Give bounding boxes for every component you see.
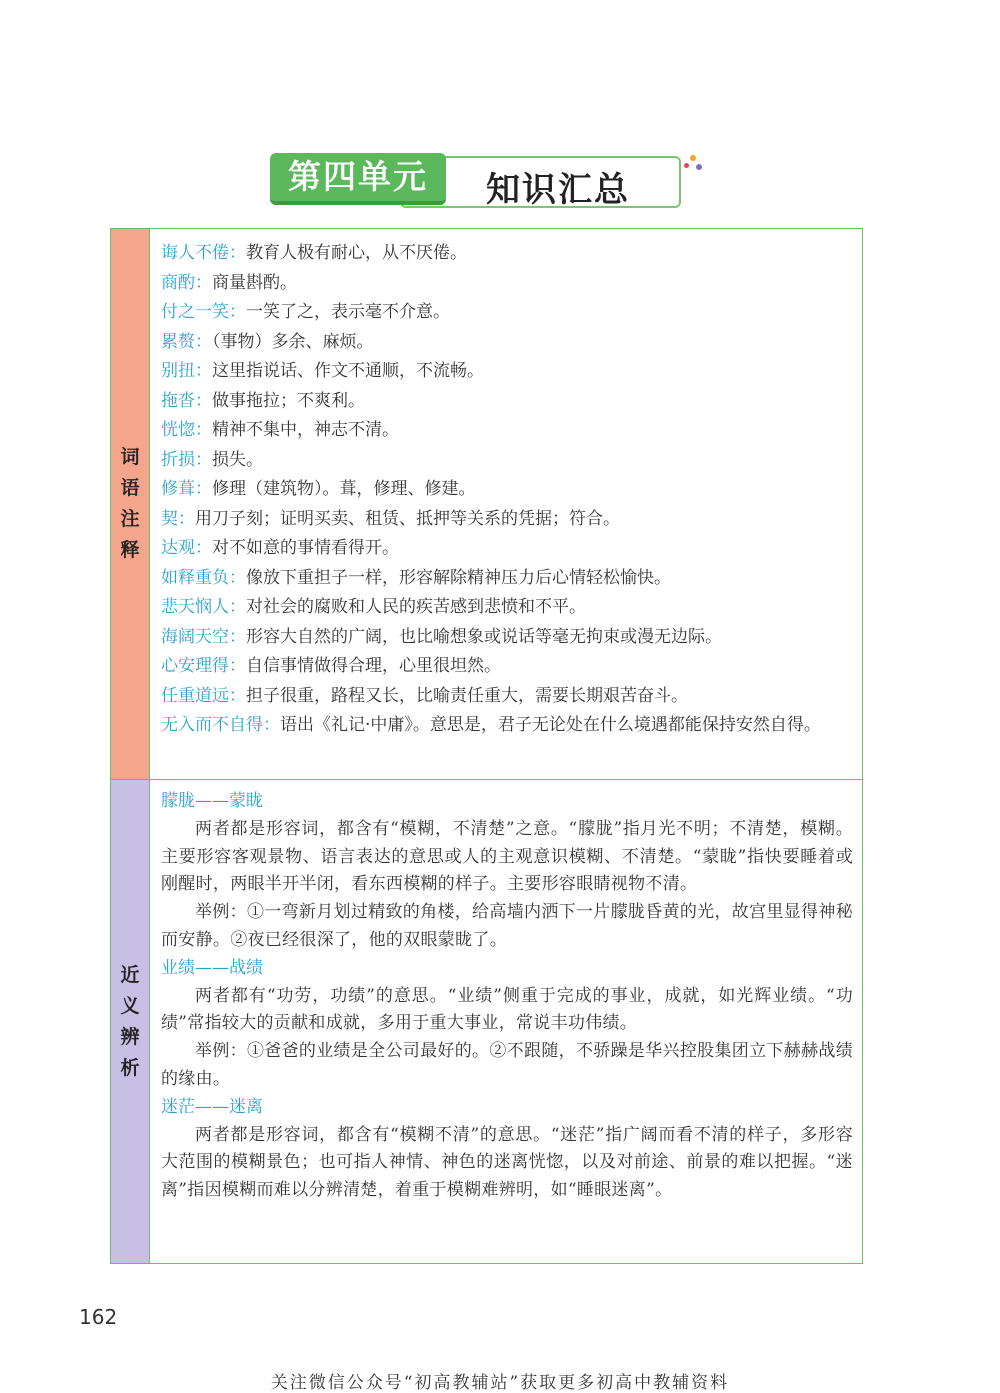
glossary-entry xyxy=(161,711,853,741)
glossary-definition: 修理（建筑物）。葺，修理、修建。 xyxy=(212,479,476,499)
glossary-definition: 损失。 xyxy=(212,449,263,470)
synonym-paragraph: 举例：①爸爸的业绩是全公司最好的。②不跟随，不骄躁是华兴控股集团立下赫赫战绩的缘由。 xyxy=(161,1041,853,1089)
glossary-entry xyxy=(161,387,853,417)
glossary-entries xyxy=(161,239,853,741)
glossary-term: 悲天悯人： xyxy=(161,597,246,617)
synonyms-label: 近义辨析 xyxy=(120,963,140,1079)
glossary-definition: 担子很重，路程又长，比喻责任重大，需要长期艰苦奋斗。 xyxy=(246,685,688,706)
glossary-term: 心安理得： xyxy=(161,656,246,676)
glossary-term: 商酌： xyxy=(161,272,212,293)
glossary-entry xyxy=(161,328,853,358)
decorative-dots-icon xyxy=(684,155,708,175)
glossary-definition: 自信事情做得合理，心里很坦然。 xyxy=(246,656,501,676)
glossary-entry xyxy=(161,416,853,446)
glossary-label: 词语注释 xyxy=(120,446,140,561)
glossary-term: 修葺： xyxy=(161,479,212,499)
glossary-term: 恍惚： xyxy=(161,420,212,440)
page-number: 162 xyxy=(79,1305,118,1329)
glossary-entry xyxy=(161,652,853,682)
glossary-definition: 对不如意的事情看得开。 xyxy=(212,538,399,558)
glossary-entry xyxy=(161,298,853,328)
glossary-term: 拖沓： xyxy=(161,390,212,411)
synonym-paragraph: 两者都是形容词，都含有“模糊，不清楚”之意。“朦胧”指月光不明；不清楚，模糊。主要形容客观景物、语言表达的意思或人的主观意识模糊、不清楚。“蒙眬”指快要睡着或刚醒时，两眼半开半闭，看东西模糊的样子。主要形容眼睛视物不清。 xyxy=(161,818,853,895)
glossary-definition: 做事拖拉；不爽利。 xyxy=(212,390,365,411)
synonyms-section xyxy=(111,780,862,1263)
glossary-term: 折损： xyxy=(161,449,212,470)
glossary-term: 任重道远： xyxy=(161,685,246,706)
glossary-entry xyxy=(161,534,853,564)
glossary-label-cell xyxy=(111,229,150,779)
glossary-definition: 形容大自然的广阔，也比喻想象或说话等毫无拘束或漫无边际。 xyxy=(246,626,722,647)
glossary-term: 别扭： xyxy=(161,361,212,381)
dot-red xyxy=(684,163,689,168)
footer-note: 关注微信公众号“初高教辅站”获取更多初高中教辅资料 xyxy=(270,1373,730,1393)
unit-header xyxy=(270,153,680,210)
glossary-definition: 精神不集中，神志不清。 xyxy=(212,420,399,440)
glossary-definition: 用刀子刻；证明买卖、租赁、抵押等关系的凭据；符合。 xyxy=(195,508,620,529)
glossary-entry xyxy=(161,239,853,269)
glossary-entry xyxy=(161,623,853,653)
glossary-definition: 商量斟酌。 xyxy=(212,272,297,293)
synonym-paragraph: 举例：①一弯新月划过精致的角楼，给高墙内洒下一片朦胧昏黄的光，故宫里显得神秘而安静。②夜已经很深了，他的双眼蒙眬了。 xyxy=(161,902,853,950)
glossary-entry xyxy=(161,564,853,594)
synonym-pair-title: 迷茫——迷离 xyxy=(161,1096,263,1117)
glossary-definition: 一笑了之，表示毫不介意。 xyxy=(246,302,450,322)
glossary-term: 契： xyxy=(161,508,195,529)
glossary-section xyxy=(111,229,862,780)
glossary-entry xyxy=(161,475,853,505)
synonym-paragraph: 两者都是形容词，都含有“模糊不清”的意思。“迷茫”指广阔而看不清的样子，多形容大范围的模糊景色；也可指人神情、神色的迷离恍惚，以及对前途、前景的难以把握。“迷离”指因模糊而难以分辨清楚，着重于模糊难辨明，如“睡眼迷离”。 xyxy=(161,1124,853,1201)
unit-label: 第四单元 xyxy=(270,153,446,205)
glossary-term: 海阔天空： xyxy=(161,626,246,647)
glossary-entry xyxy=(161,682,853,712)
glossary-entry xyxy=(161,446,853,476)
glossary-term: 诲人不倦： xyxy=(161,243,246,263)
glossary-definition: 语出《礼记·中庸》。意思是，君子无论处在什么境遇都能保持安然自得。 xyxy=(280,715,821,735)
glossary-term: 无入而不自得： xyxy=(161,715,280,735)
glossary-term: 付之一笑： xyxy=(161,302,246,322)
knowledge-table xyxy=(110,228,863,1264)
glossary-definition: （事物）多余、麻烦。 xyxy=(212,331,374,352)
header-title: 知识汇总 xyxy=(486,170,630,210)
glossary-term: 累赘： xyxy=(161,331,212,352)
glossary-term: 如释重负： xyxy=(161,567,246,588)
glossary-entry xyxy=(161,505,853,535)
synonyms-label-cell xyxy=(111,780,150,1263)
synonym-paragraph: 两者都有“功劳，功绩”的意思。“业绩”侧重于完成的事业，成就，如光辉业绩。“功绩”常指较大的贡献和成就，多用于重大事业，常说丰功伟绩。 xyxy=(161,985,853,1034)
synonym-pair-title: 朦胧——蒙眬 xyxy=(161,791,263,811)
dot-orange xyxy=(690,155,696,161)
glossary-term: 达观： xyxy=(161,538,212,558)
glossary-entry xyxy=(161,593,853,623)
dot-purple xyxy=(696,164,702,170)
glossary-definition: 对社会的腐败和人民的疾苦感到悲愤和不平。 xyxy=(246,597,586,617)
synonym-pairs xyxy=(161,788,853,1205)
synonym-pair-title: 业绩——战绩 xyxy=(161,957,263,978)
glossary-definition: 教育人极有耐心，从不厌倦。 xyxy=(246,243,467,263)
glossary-definition: 像放下重担子一样，形容解除精神压力后心情轻松愉快。 xyxy=(246,567,671,588)
glossary-entry xyxy=(161,269,853,299)
glossary-definition: 这里指说话、作文不通顺，不流畅。 xyxy=(212,361,484,381)
glossary-entry xyxy=(161,357,853,387)
